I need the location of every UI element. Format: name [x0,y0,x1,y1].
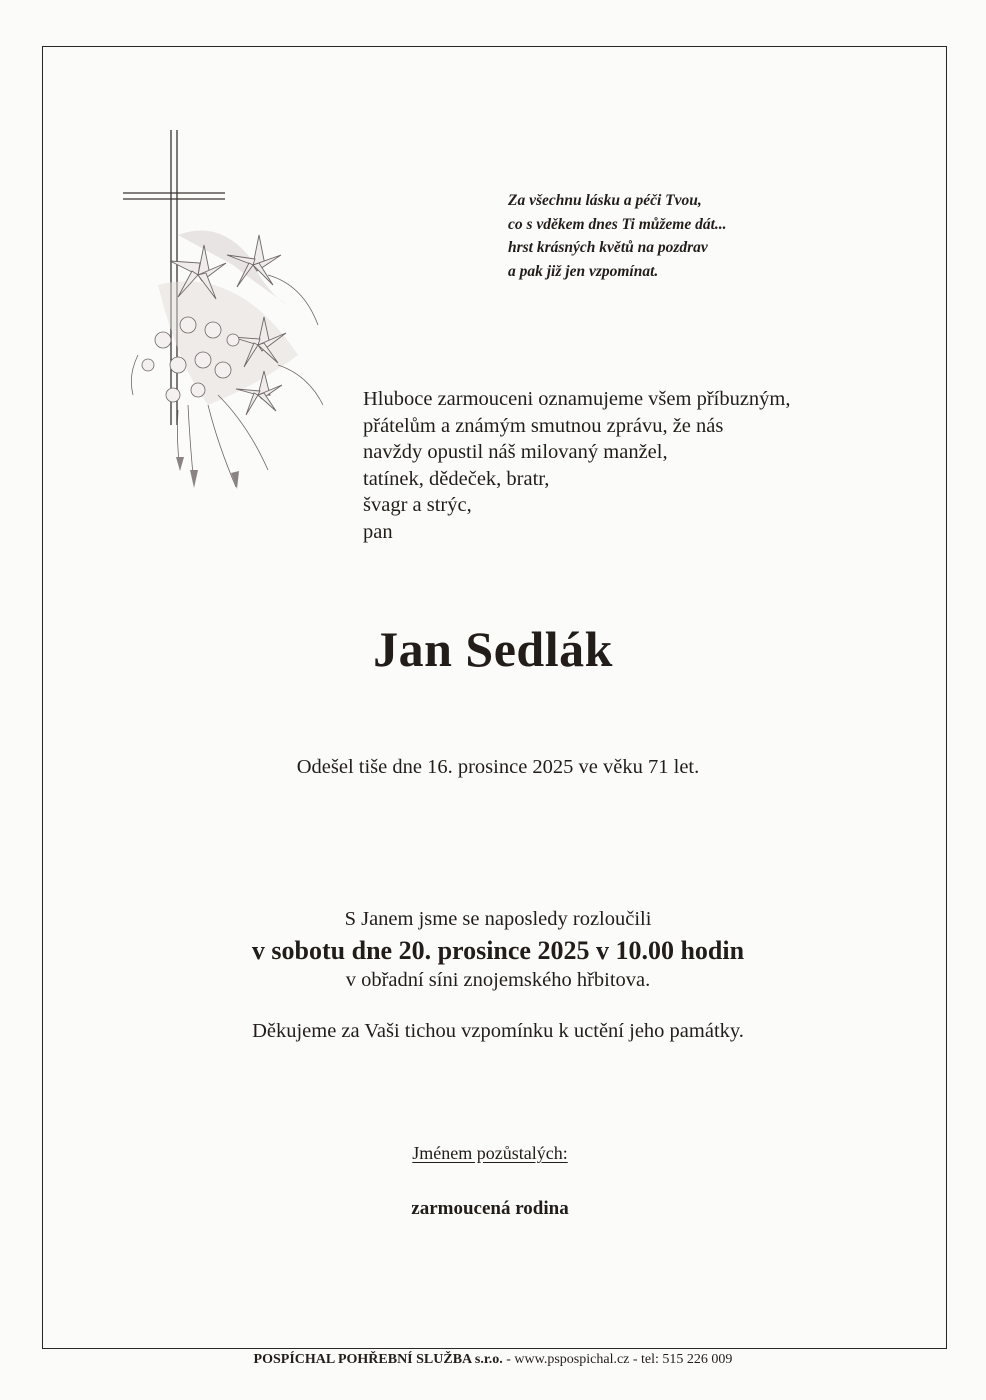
footer-contact: - www.pspospichal.cz - tel: 515 226 009 [502,1352,733,1367]
announcement-line: švagr a strýc, [363,494,472,516]
death-notice: Odešel tiše dne 16. prosince 2025 ve věku 71 let. [296,756,700,778]
announcement-text [363,386,883,545]
poem-line: a pak již jen vzpomínat. [508,262,659,280]
farewell-place: v obřadní síni znojemského hřbitova. [345,969,651,991]
footer-company: POSPÍCHAL POHŘEBNÍ SLUŽBA s.r.o. [253,1352,503,1367]
poem-line: hrst krásných květů na pozdrav [508,239,708,256]
announcement-line: pan [363,520,393,543]
thanks-text: Děkujeme za Vaši tichou vzpomínku k uctění jeho památky. [252,1020,744,1042]
announcement-line: Hluboce zarmouceni oznamujeme všem příbuzným, [363,388,791,410]
signature-signed-by: zarmoucená rodina [411,1198,569,1219]
footer [0,1352,986,1368]
memorial-poem [508,189,838,283]
cross-with-lilies-icon [118,125,328,505]
signature-label: Jménem pozůstalých: [412,1143,568,1163]
poem-line: Za všechnu lásku a péči Tvou, [508,192,702,209]
farewell-intro: S Janem jsme se naposledy rozloučili [344,908,652,930]
announcement-line: přátelům a známým smutnou zprávu, že nás [363,414,724,437]
announcement-line: navždy opustil náš milovaný manžel, [363,441,668,463]
deceased-name: Jan Sedlák [373,621,613,677]
farewell-datetime: v sobotu dne 20. prosince 2025 v 10.00 hodin [251,936,745,965]
announcement-line: tatínek, dědeček, bratr, [363,467,550,490]
poem-line: co s vděkem dnes Ti můžeme dát... [508,215,727,233]
